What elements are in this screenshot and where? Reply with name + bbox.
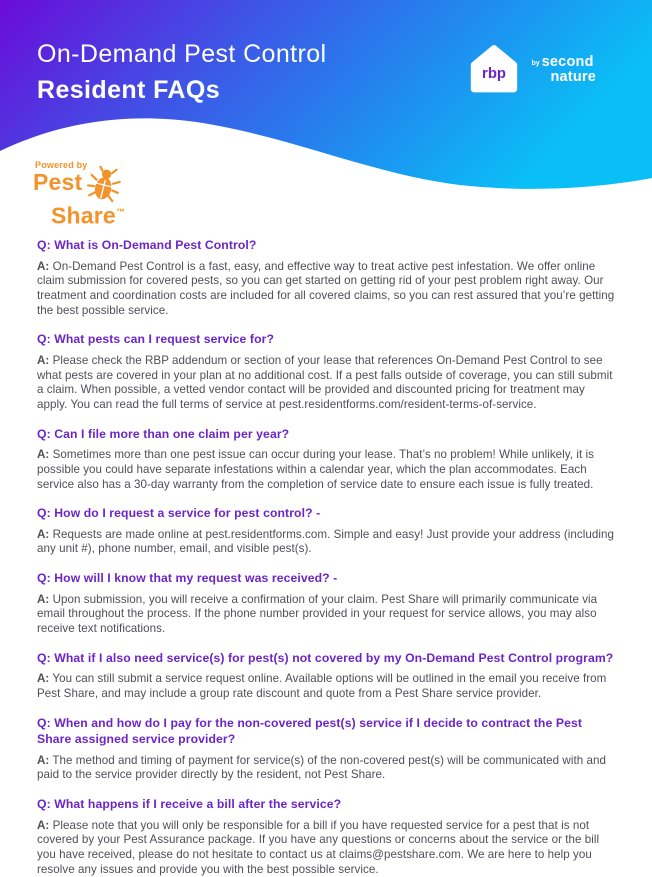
faq-answer bbox=[37, 593, 616, 637]
by-label: by bbox=[531, 60, 540, 67]
question-text: What if I also need service(s) for pest(s) not covered by my On-Demand Pest Control program? bbox=[54, 650, 614, 665]
faq-question bbox=[37, 570, 616, 587]
answer-prefix: A: bbox=[37, 448, 50, 462]
faq-item bbox=[37, 570, 616, 637]
question-text: How will I know that my request was received? - bbox=[54, 571, 338, 586]
bug-icon bbox=[87, 166, 121, 204]
answer-prefix: A: bbox=[37, 592, 50, 606]
faq-answer bbox=[37, 260, 616, 319]
faq-question bbox=[37, 426, 616, 443]
faq-answer bbox=[37, 528, 616, 557]
question-text: What happens if I receive a bill after the service? bbox=[54, 797, 342, 812]
page-title: On-Demand Pest Control bbox=[37, 40, 327, 68]
faq-question bbox=[37, 237, 616, 254]
pestshare-word-share bbox=[51, 202, 126, 229]
brand-word-second: second bbox=[541, 54, 594, 70]
answer-prefix: A: bbox=[37, 818, 50, 832]
second-nature-wordmark bbox=[531, 56, 596, 84]
faq-answer bbox=[37, 754, 616, 783]
pest-share-logo bbox=[33, 160, 126, 229]
answer-text: On-Demand Pest Control is a fast, easy, and effective way to treat active pest infestation. We offer online claim submission for covered pests, so you can get started on getting rid of your pest problem right away. Our treatment and coordination costs are included for all covered claims, so you can rest assured that you’re getting the best possible service. bbox=[37, 259, 615, 317]
question-prefix: Q: bbox=[37, 715, 51, 730]
powered-by-label: Powered by bbox=[35, 160, 88, 170]
answer-text: Sometimes more than one pest issue can occur during your lease. That’s no problem! While unlikely, it is possible you could have separate infestations within a calendar year, which the plan accommodates. Each service also has a 30-day warranty from the completion of service date to ensure each issue is fully treated. bbox=[37, 448, 594, 491]
question-text: What pests can I request service for? bbox=[54, 332, 275, 347]
question-prefix: Q: bbox=[37, 426, 51, 441]
faq-item bbox=[37, 331, 616, 412]
faq-question bbox=[37, 505, 616, 522]
faq-item bbox=[37, 715, 616, 783]
faq-question bbox=[37, 331, 616, 348]
question-text: How do I request a service for pest control? - bbox=[54, 506, 321, 521]
faq-list bbox=[0, 215, 652, 877]
question-text: What is On-Demand Pest Control? bbox=[54, 238, 257, 252]
question-prefix: Q: bbox=[37, 571, 51, 586]
faq-item bbox=[37, 796, 616, 877]
question-text: Can I file more than one claim per year? bbox=[54, 426, 290, 441]
answer-text: Requests are made online at pest.residentforms.com. Simple and easy! Just provide your address (including any unit #), phone number, email, and visible pest(s). bbox=[37, 527, 615, 556]
question-prefix: Q: bbox=[37, 650, 51, 665]
answer-prefix: A: bbox=[37, 672, 50, 686]
faq-item bbox=[37, 505, 616, 557]
svg-text:rbp: rbp bbox=[482, 65, 507, 82]
answer-text: Upon submission, you will receive a confirmation of your claim. Pest Share will primarily communicate via email throughout the process. If the phone number provided in your request for service allows, you may also receive text notifications. bbox=[37, 592, 598, 636]
answer-prefix: A: bbox=[37, 527, 50, 541]
faq-answer bbox=[37, 354, 616, 413]
share-text: Share bbox=[51, 202, 116, 229]
faq-item bbox=[37, 237, 616, 318]
answer-text: You can still submit a service request online. Available options will be outlined in the email you receive from Pest Share, and may include a group rate discount and quote from a Pest Share service provider. bbox=[37, 672, 607, 700]
faq-question bbox=[37, 715, 616, 748]
faq-question bbox=[37, 650, 616, 667]
answer-prefix: A: bbox=[37, 753, 50, 767]
brand-word-nature: nature bbox=[550, 69, 596, 85]
question-prefix: Q: bbox=[37, 506, 51, 521]
faq-answer bbox=[37, 448, 616, 492]
question-prefix: Q: bbox=[37, 238, 51, 252]
question-prefix: Q: bbox=[37, 332, 51, 347]
answer-text: Please check the RBP addendum or section of your lease that references On-Demand Pest Control to see what pests are covered in your plan at no additional cost. If a pest falls outside of coverage, you can still submit a claim. When possible, a vetted vendor contact will be provided and discounted pricing for treatment may apply. You can read the full terms of service at pest.residentforms.com/resident-terms-of-service. bbox=[37, 353, 613, 411]
answer-prefix: A: bbox=[37, 259, 50, 273]
faq-question bbox=[37, 796, 616, 813]
faq-answer bbox=[37, 672, 616, 701]
faq-item bbox=[37, 650, 616, 702]
answer-prefix: A: bbox=[37, 353, 50, 367]
header-titles bbox=[37, 40, 326, 105]
trademark-symbol: ™ bbox=[115, 207, 126, 217]
question-prefix: Q: bbox=[37, 797, 51, 812]
rbp-house-icon bbox=[466, 41, 522, 99]
answer-text: Please note that you will only be responsible for a bill if you have requested service for a pest that is not covered by your Pest Assurance package. If you have any questions or concerns about the service or the bill you have received, please do not hesitate to contact us at claims@pestshare.com. We are here to help you resolve any issues and provide you with the best possible service. bbox=[37, 818, 600, 876]
faq-answer bbox=[37, 819, 616, 877]
question-text: When and how do I pay for the non-covered pest(s) service if I decide to contract the Pest Share assigned service provider? bbox=[37, 715, 582, 747]
page-subtitle: Resident FAQs bbox=[37, 76, 221, 104]
answer-text: The method and timing of payment for service(s) of the non-covered pest(s) will be communicated with and paid to the service provider directly by the resident, not Pest Share. bbox=[37, 753, 606, 782]
rbp-second-nature-logo bbox=[466, 41, 596, 99]
faq-item bbox=[37, 426, 616, 493]
page-header bbox=[0, 0, 652, 229]
pestshare-word-pest: Pest bbox=[33, 169, 83, 195]
